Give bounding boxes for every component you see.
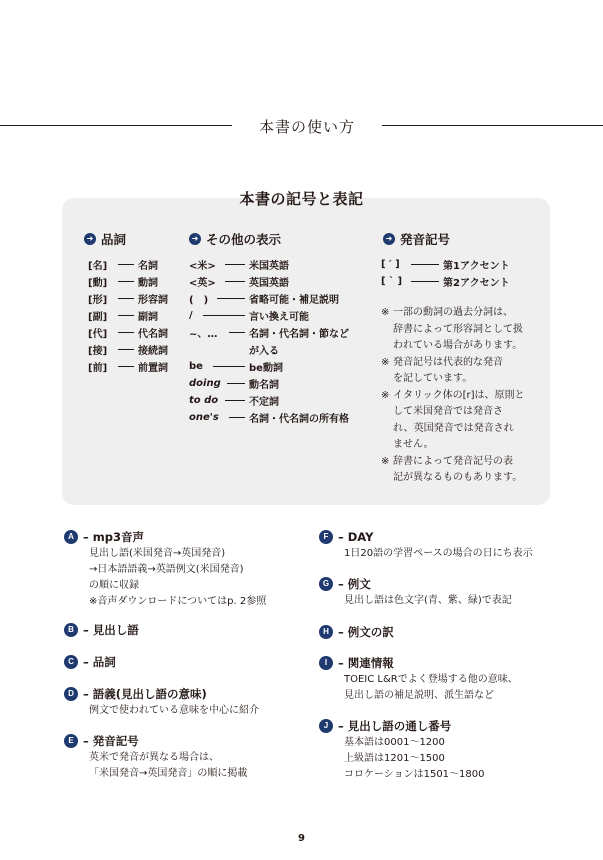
entry-heading: – mp3音声 xyxy=(83,530,144,544)
entry-line: ※音声ダウンロードについてはp. 2参照 xyxy=(89,596,267,607)
note-mark: ※ xyxy=(381,307,390,318)
dash-line xyxy=(227,383,245,384)
dash-line xyxy=(217,298,245,299)
other-column-heading xyxy=(189,230,281,248)
note-text xyxy=(393,305,541,355)
header-rule-left xyxy=(0,125,232,126)
other-row xyxy=(189,307,309,323)
pos-meaning: 副詞 xyxy=(138,311,158,323)
entry-heading: – 例文 xyxy=(338,577,371,591)
pos-row xyxy=(88,358,168,374)
dash-line xyxy=(118,349,134,350)
symbols-panel-title: 本書の記号と表記 xyxy=(239,190,364,208)
pos-row xyxy=(88,273,158,289)
other-row xyxy=(189,409,349,425)
other-heading-label: その他の表示 xyxy=(206,232,282,247)
note-line: 一部の動詞の過去分詞は、 xyxy=(393,307,513,318)
pos-symbol: [前] xyxy=(88,362,108,374)
other-row xyxy=(189,358,283,374)
other-row-continuation xyxy=(189,341,279,357)
other-symbol: doing xyxy=(189,377,221,389)
entry-line: →日本語語義→英語例文(米国発音) xyxy=(89,564,244,575)
entry-line: の順に収録 xyxy=(89,580,139,591)
letter-badge-icon: J xyxy=(319,719,333,733)
other-symbol: <英> xyxy=(189,277,216,289)
note-line: 記が異なるものもあります。 xyxy=(393,472,523,483)
pos-symbol: [形] xyxy=(88,294,108,306)
note-text xyxy=(393,388,541,454)
dash-line xyxy=(203,315,245,316)
arrow-right-circle-icon: ➜ xyxy=(383,233,395,245)
entry-heading: – 発音記号 xyxy=(83,734,139,748)
pos-symbol: [副] xyxy=(88,311,108,323)
entry-body xyxy=(344,546,533,562)
other-row xyxy=(189,290,339,306)
header-rule-right xyxy=(382,125,603,126)
note-line: われている場合があります。 xyxy=(393,340,523,351)
pos-symbol: [接] xyxy=(88,345,108,357)
letter-badge-icon: F xyxy=(319,530,333,544)
note-item xyxy=(381,454,541,487)
note-item xyxy=(381,355,541,388)
dash-line xyxy=(118,332,134,333)
other-meaning: 米国英語 xyxy=(249,260,289,272)
note-line: ません。 xyxy=(393,439,434,450)
other-row xyxy=(189,256,289,272)
other-symbol: to do xyxy=(189,394,219,406)
pron-row xyxy=(381,273,510,289)
entry-heading: – 見出し語 xyxy=(83,623,139,637)
dash-line xyxy=(229,332,245,333)
note-line: を記しています。 xyxy=(393,373,473,384)
dash-line xyxy=(225,400,245,401)
dash-line xyxy=(213,366,245,367)
dash-line xyxy=(118,264,134,265)
dash-line xyxy=(411,264,439,265)
letter-badge-icon: E xyxy=(64,734,78,748)
other-row xyxy=(189,392,279,408)
entry-line: TOEIC L&Rでよく登場する他の意味、 xyxy=(344,674,518,685)
page-number: 9 xyxy=(298,833,305,844)
pos-heading-label: 品詞 xyxy=(101,232,127,247)
other-symbol: one's xyxy=(189,411,219,423)
note-mark: ※ xyxy=(381,356,390,368)
entry-line: 見出し語の補足説明、派生語など xyxy=(344,690,494,701)
entry-line: 見出し語(米国発音→英国発音) xyxy=(89,548,226,559)
pos-column-heading xyxy=(84,230,126,248)
entry-line: 見出し語は色文字(青、紫、緑)で表記 xyxy=(344,595,512,606)
note-line: 辞書によって形容詞として扱 xyxy=(393,323,523,335)
note-item xyxy=(381,388,541,454)
pos-row xyxy=(88,256,158,272)
note-line: して米国発音では発音さ xyxy=(393,406,503,417)
note-text xyxy=(393,355,541,388)
pron-meaning: 第2アクセント xyxy=(443,277,510,289)
entry-line: 英米で発音が異なる場合は、 xyxy=(89,752,219,763)
other-meaning: が入る xyxy=(249,345,279,357)
pos-row xyxy=(88,307,158,323)
letter-badge-icon: B xyxy=(64,623,78,637)
dash-line xyxy=(118,315,134,316)
pos-symbol: [動] xyxy=(88,277,108,289)
pron-symbol: [ ′ ] xyxy=(381,258,400,270)
other-symbol: / xyxy=(189,309,193,321)
entry-heading: – 品詞 xyxy=(83,655,116,669)
entry-heading: – 例文の訳 xyxy=(338,625,394,639)
other-row xyxy=(189,324,349,340)
other-symbol: <米> xyxy=(189,260,216,272)
other-meaning: be動詞 xyxy=(249,362,283,374)
arrow-right-circle-icon: ➜ xyxy=(84,233,96,245)
entry-body xyxy=(344,735,485,783)
other-row xyxy=(189,375,279,391)
dash-line xyxy=(225,281,245,282)
other-meaning: 動名詞 xyxy=(249,379,279,391)
pron-column-heading xyxy=(383,230,450,248)
dash-line xyxy=(225,264,245,265)
pos-meaning: 動詞 xyxy=(138,277,158,289)
note-mark: ※ xyxy=(381,389,390,401)
entry-body xyxy=(344,672,518,704)
pos-row xyxy=(88,341,168,357)
letter-badge-icon: D xyxy=(64,687,78,701)
pron-row xyxy=(381,256,510,272)
entry-heading: – 関連情報 xyxy=(338,656,394,670)
pron-notes xyxy=(381,305,541,487)
other-meaning: 省略可能・補足説明 xyxy=(249,294,339,306)
other-meaning: 言い換え可能 xyxy=(249,311,309,323)
entry-heading: – 見出し語の通し番号 xyxy=(338,719,452,733)
other-row xyxy=(189,273,289,289)
letter-badge-icon: A xyxy=(64,530,78,544)
dash-line xyxy=(229,417,245,418)
entry-line: 上級語は1201～1500 xyxy=(344,753,445,764)
entry-line: 1日20語の学習ペースの場合の日にち表示 xyxy=(344,548,533,559)
entry-body xyxy=(89,546,266,610)
other-symbol: be xyxy=(189,360,203,372)
note-line: 辞書によって発音記号の表 xyxy=(393,455,513,467)
entry-line: 例文で使われている意味を中心に紹介 xyxy=(89,705,259,716)
entry-line: コロケーションは1501～1800 xyxy=(344,769,485,780)
pron-symbol: [ ` ] xyxy=(381,275,403,287)
letter-badge-icon: C xyxy=(64,655,78,669)
dash-line xyxy=(118,281,134,282)
other-symbol: ~、… xyxy=(189,328,218,340)
pos-meaning: 形容詞 xyxy=(138,294,168,306)
other-meaning: 不定詞 xyxy=(249,396,279,408)
other-meaning: 名詞・代名詞の所有格 xyxy=(249,413,349,425)
entry-body xyxy=(89,703,259,719)
pron-heading-label: 発音記号 xyxy=(400,232,451,247)
other-meaning: 名詞・代名詞・節など xyxy=(249,328,349,340)
entry-body xyxy=(89,750,247,782)
pos-meaning: 名詞 xyxy=(138,260,158,272)
entry-heading: – DAY xyxy=(338,530,374,544)
pos-symbol: [代] xyxy=(88,328,108,340)
page-title: 本書の使い方 xyxy=(258,118,355,136)
other-meaning: 英国英語 xyxy=(249,277,289,289)
other-symbol: ( ) xyxy=(189,294,209,306)
entry-line: 基本語は0001～1200 xyxy=(344,737,445,748)
pos-row xyxy=(88,290,168,306)
note-line: イタリック体の[r]は、原則と xyxy=(393,389,525,401)
arrow-right-circle-icon: ➜ xyxy=(189,233,201,245)
dash-line xyxy=(411,281,439,282)
letter-badge-icon: H xyxy=(319,625,333,639)
entry-body xyxy=(344,593,512,609)
note-mark: ※ xyxy=(381,455,390,467)
note-line: 発音記号は代表的な発音 xyxy=(393,356,503,368)
note-item xyxy=(381,305,541,355)
dash-line xyxy=(118,366,134,367)
pron-meaning: 第1アクセント xyxy=(443,260,510,272)
pos-meaning: 前置詞 xyxy=(138,362,168,374)
pos-meaning: 接続詞 xyxy=(138,345,168,357)
letter-badge-icon: G xyxy=(319,577,333,591)
pos-row xyxy=(88,324,168,340)
letter-badge-icon: I xyxy=(319,656,333,670)
entry-line: 「米国発音→英国発音」の順に掲載 xyxy=(89,768,248,779)
entry-heading: – 語義(見出し語の意味) xyxy=(83,687,207,701)
note-text xyxy=(393,454,541,487)
note-line: れ、英国発音では発音され xyxy=(393,422,514,434)
dash-line xyxy=(118,298,134,299)
pos-meaning: 代名詞 xyxy=(138,328,168,340)
pos-symbol: [名] xyxy=(88,260,108,272)
